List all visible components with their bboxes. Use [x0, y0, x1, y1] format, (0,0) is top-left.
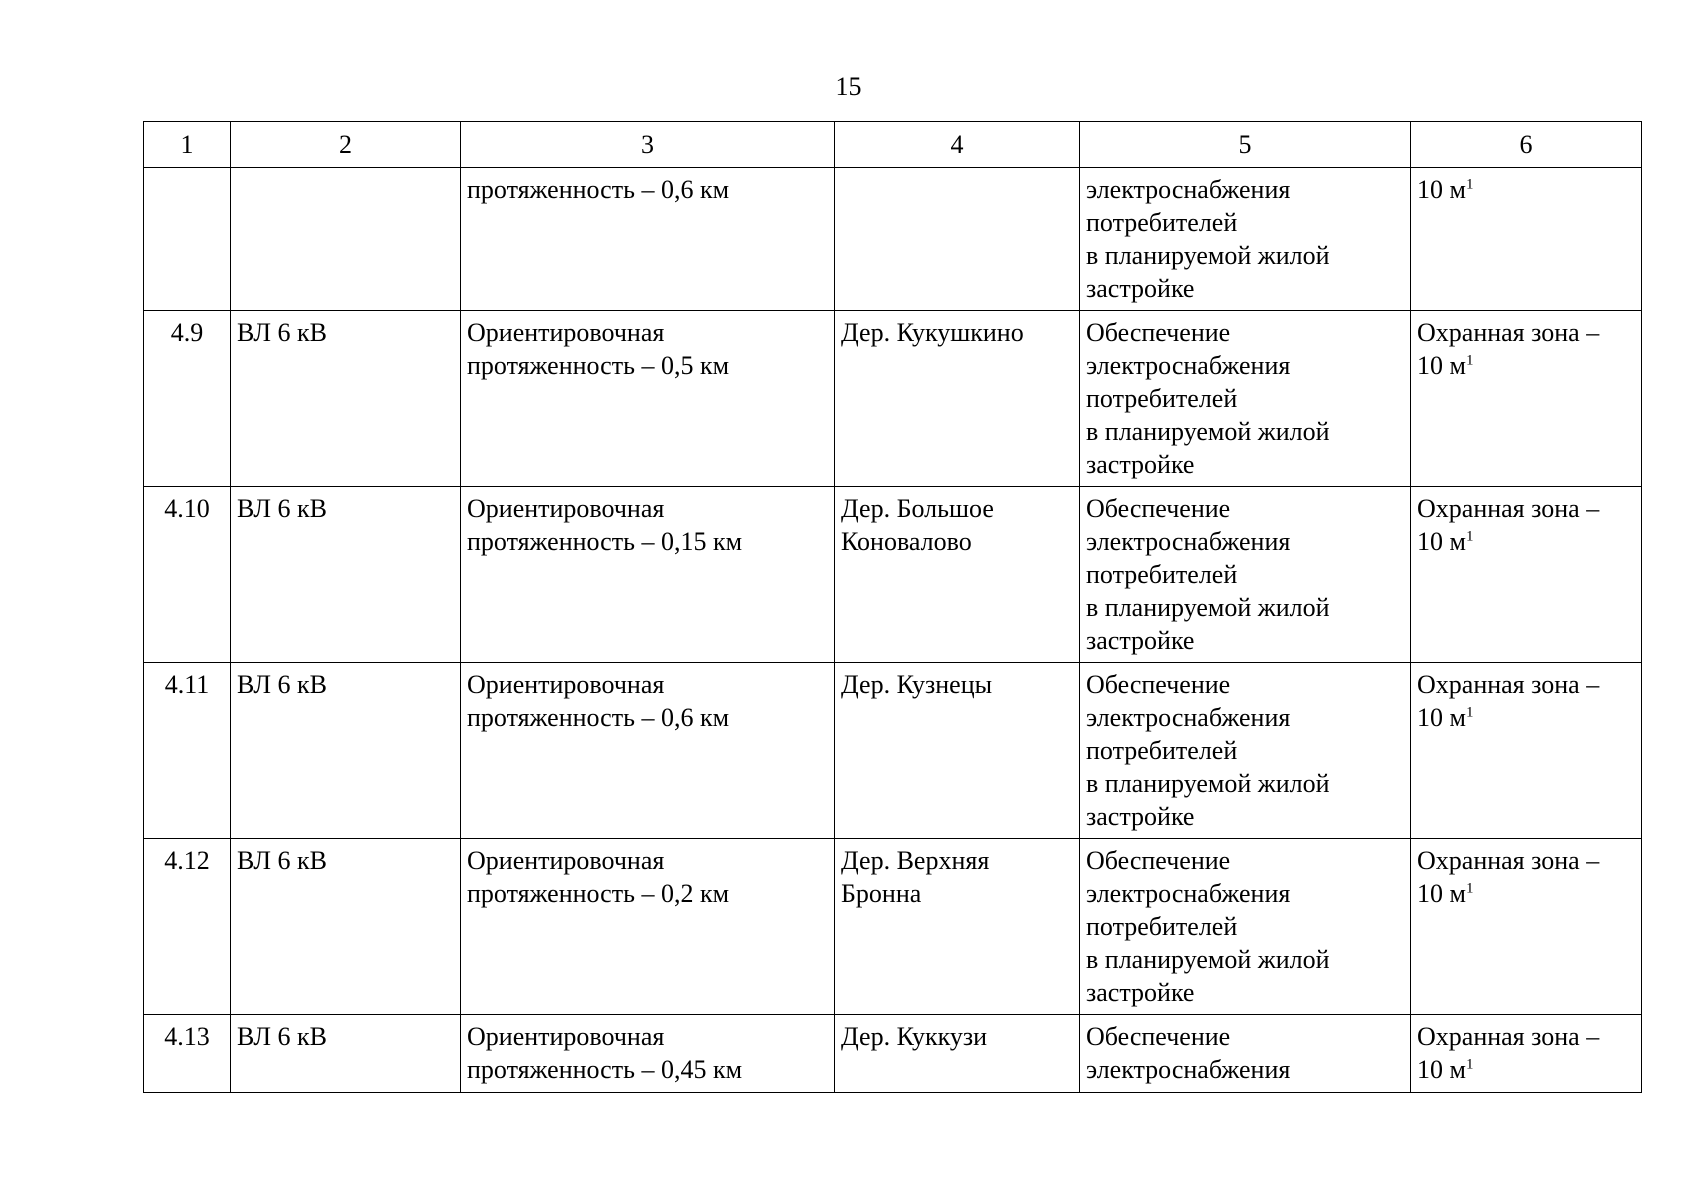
- object-cell: ВЛ 6 кВ: [231, 839, 461, 1015]
- purpose-cell: электроснабжения потребителей в планируемой жилой застройке: [1080, 168, 1411, 311]
- zone-text: Охранная зона – 10 м: [1417, 846, 1600, 908]
- object-cell: ВЛ 6 кВ: [231, 1015, 461, 1093]
- table-row: [144, 487, 1642, 663]
- object-cell: ВЛ 6 кВ: [231, 663, 461, 839]
- characteristics-cell: Ориентировочная протяженность – 0,6 км: [461, 663, 835, 839]
- footnote-marker: 1: [1465, 528, 1474, 545]
- location-cell: [835, 168, 1080, 311]
- table-row-continuation: [144, 168, 1642, 311]
- row-number-cell: 4.12: [144, 839, 231, 1015]
- zone-cell: [1411, 663, 1642, 839]
- location-cell: Дер. Верхняя Бронна: [835, 839, 1080, 1015]
- characteristics-cell: Ориентировочная протяженность – 0,15 км: [461, 487, 835, 663]
- object-cell: [231, 168, 461, 311]
- column-header: 2: [231, 122, 461, 168]
- object-cell: ВЛ 6 кВ: [231, 487, 461, 663]
- row-number-cell: 4.9: [144, 311, 231, 487]
- column-header: 6: [1411, 122, 1642, 168]
- zone-text: Охранная зона – 10 м: [1417, 1022, 1600, 1084]
- column-header: 5: [1080, 122, 1411, 168]
- footnote-marker: 1: [1465, 880, 1474, 897]
- zone-cell: [1411, 839, 1642, 1015]
- zone-text: Охранная зона – 10 м: [1417, 318, 1600, 380]
- purpose-cell: Обеспечение электроснабжения потребителей в планируемой жилой застройке: [1080, 663, 1411, 839]
- object-cell: ВЛ 6 кВ: [231, 311, 461, 487]
- purpose-cell: Обеспечение электроснабжения потребителей в планируемой жилой застройке: [1080, 487, 1411, 663]
- purpose-cell: Обеспечение электроснабжения потребителей в планируемой жилой застройке: [1080, 839, 1411, 1015]
- location-cell: Дер. Большое Коновалово: [835, 487, 1080, 663]
- location-cell: Дер. Куккузи: [835, 1015, 1080, 1093]
- zone-text: Охранная зона – 10 м: [1417, 670, 1600, 732]
- zone-cell: [1411, 311, 1642, 487]
- characteristics-cell: Ориентировочная протяженность – 0,45 км: [461, 1015, 835, 1093]
- zone-cell: [1411, 1015, 1642, 1093]
- column-header: 4: [835, 122, 1080, 168]
- characteristics-cell: протяженность – 0,6 км: [461, 168, 835, 311]
- footnote-marker: 1: [1465, 704, 1474, 721]
- row-number-cell: 4.10: [144, 487, 231, 663]
- table-row: [144, 1015, 1642, 1093]
- zone-text: 10 м: [1417, 175, 1466, 204]
- footnote-marker: 1: [1465, 176, 1474, 193]
- row-number-cell: [144, 168, 231, 311]
- page-number: 15: [835, 72, 862, 101]
- column-header: 3: [461, 122, 835, 168]
- footnote-marker: 1: [1465, 1056, 1474, 1073]
- zone-text: Охранная зона – 10 м: [1417, 494, 1600, 556]
- location-cell: Дер. Кузнецы: [835, 663, 1080, 839]
- row-number-cell: 4.11: [144, 663, 231, 839]
- table-row: [144, 839, 1642, 1015]
- table-row: [144, 663, 1642, 839]
- purpose-cell: Обеспечение электроснабжения: [1080, 1015, 1411, 1093]
- table-row: [144, 311, 1642, 487]
- footnote-marker: 1: [1465, 352, 1474, 369]
- zone-cell: [1411, 487, 1642, 663]
- data-table: [143, 121, 1642, 1093]
- purpose-cell: Обеспечение электроснабжения потребителей в планируемой жилой застройке: [1080, 311, 1411, 487]
- table-header-row: [144, 122, 1642, 168]
- column-header: 1: [144, 122, 231, 168]
- characteristics-cell: Ориентировочная протяженность – 0,5 км: [461, 311, 835, 487]
- row-number-cell: 4.13: [144, 1015, 231, 1093]
- characteristics-cell: Ориентировочная протяженность – 0,2 км: [461, 839, 835, 1015]
- zone-cell: [1411, 168, 1642, 311]
- location-cell: Дер. Кукушкино: [835, 311, 1080, 487]
